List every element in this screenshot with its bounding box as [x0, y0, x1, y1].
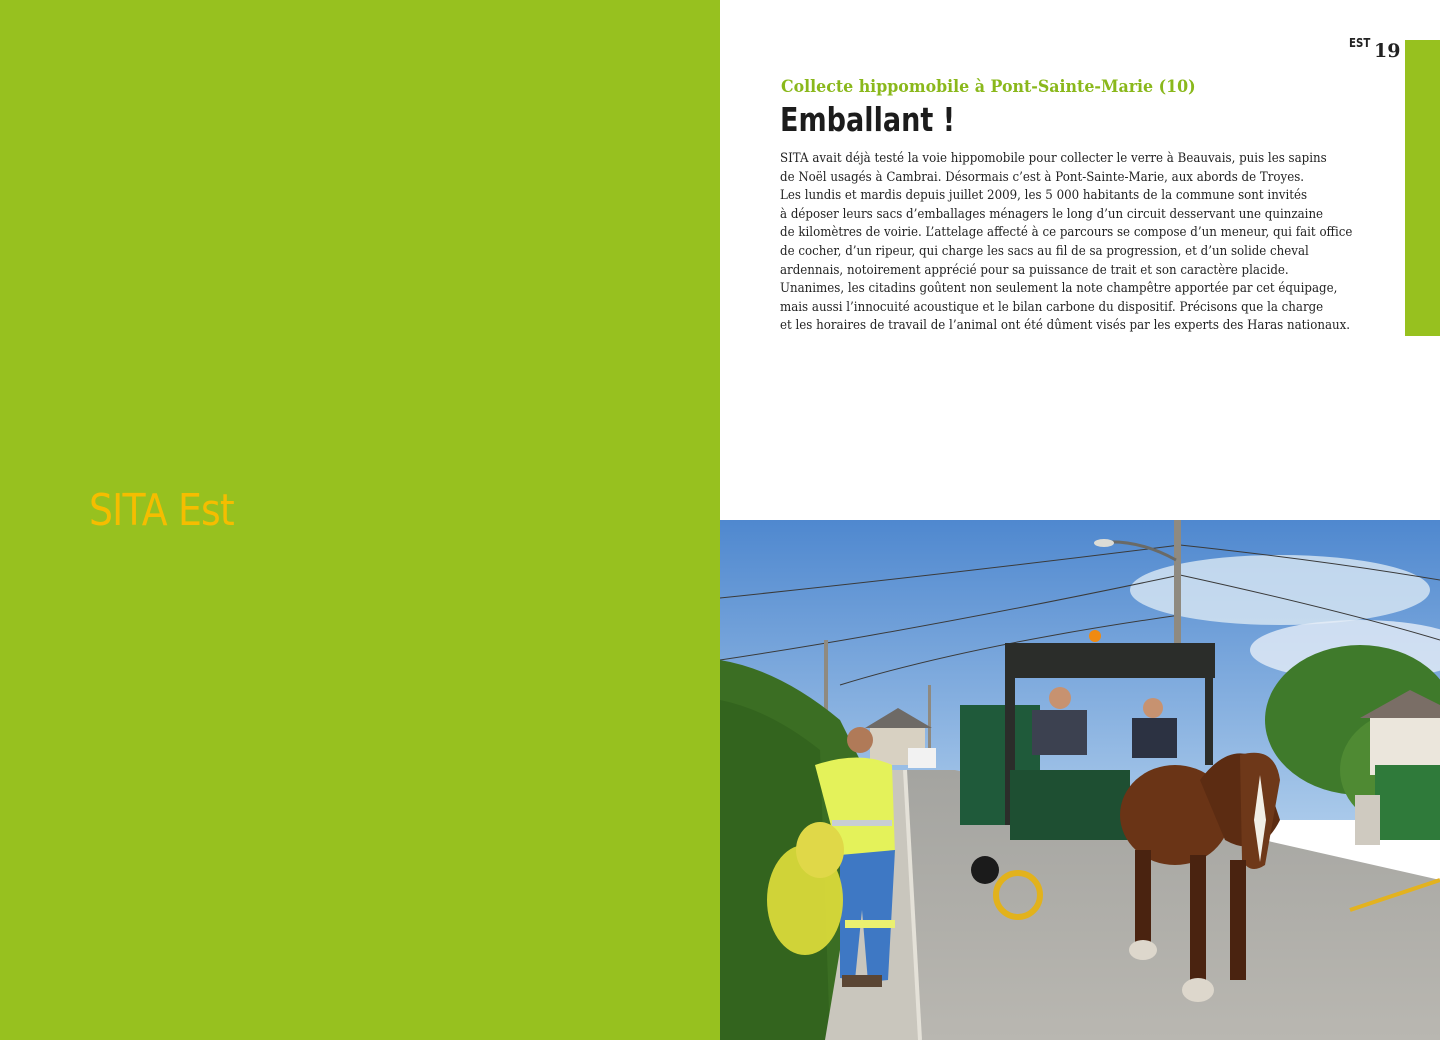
cart-body — [1010, 770, 1130, 840]
horse-leg — [1190, 855, 1206, 990]
worker-trousers — [840, 850, 895, 982]
recycling-bag — [796, 822, 844, 878]
body-line: ardennais, notoirement apprécié pour sa puissance de trait et son caractère placide. — [780, 262, 1289, 278]
body-line: à déposer leurs sacs d’emballages ménagers le long d’un circuit desservant une quinzaine — [780, 206, 1324, 222]
van — [908, 748, 936, 768]
ripeur-head — [1143, 698, 1163, 718]
fence-right — [1375, 765, 1440, 840]
article-headline: Emballant ! — [780, 100, 956, 139]
body-line: de cocher, d’un ripeur, qui charge les sacs au fil de sa progression, et d’un solide cheval — [780, 243, 1309, 259]
body-line: Les lundis et mardis depuis juillet 2009, les 5 000 habitants de la commune sont invités — [780, 188, 1308, 204]
worker-shoe — [842, 975, 882, 987]
horse-feather — [1129, 940, 1157, 960]
article-body — [780, 150, 1400, 336]
ripeur-body — [1132, 718, 1177, 758]
section-title: SITA Est — [89, 485, 234, 536]
beacon-light — [1089, 630, 1101, 642]
article-kicker: Collecte hippomobile à Pont-Sainte-Marie (10) — [781, 77, 1196, 97]
body-line: de Noël usagés à Cambrai. Désormais c’est à Pont-Sainte-Marie, aux abords de Troyes. — [780, 169, 1305, 185]
horse-drawn-collection-photo — [720, 520, 1440, 1040]
worker-head — [847, 727, 873, 753]
street-lamp-head — [1094, 539, 1114, 547]
horse-leg — [1135, 850, 1151, 950]
body-line: mais aussi l’innocuité acoustique et le bilan carbone du dispositif. Précisons que la charge — [780, 299, 1324, 315]
side-tab-marker — [1405, 40, 1440, 336]
body-line: Unanimes, les citadins goûtent non seulement la note champêtre apportée par cet équipage, — [780, 281, 1338, 297]
cart-wheel — [971, 856, 999, 884]
body-line: SITA avait déjà testé la voie hippomobile pour collecter le verre à Beauvais, puis les sapins — [780, 151, 1327, 166]
cart-canopy — [1005, 643, 1215, 678]
body-line: de kilomètres de voirie. L’attelage affecté à ce parcours se compose d’un meneur, qui fait office — [780, 225, 1353, 241]
horse-feather — [1182, 978, 1214, 1002]
horse-leg — [1230, 860, 1246, 980]
utility-pole — [928, 685, 931, 755]
utility-pole — [1174, 520, 1181, 660]
section-marker: EST — [1349, 36, 1371, 50]
driver-head — [1049, 687, 1071, 709]
driver-body — [1032, 710, 1087, 755]
body-line: et les horaires de travail de l’animal ont été dûment visés par les experts des Haras nationaux. — [780, 318, 1351, 334]
page-number: 19 — [1374, 40, 1401, 62]
